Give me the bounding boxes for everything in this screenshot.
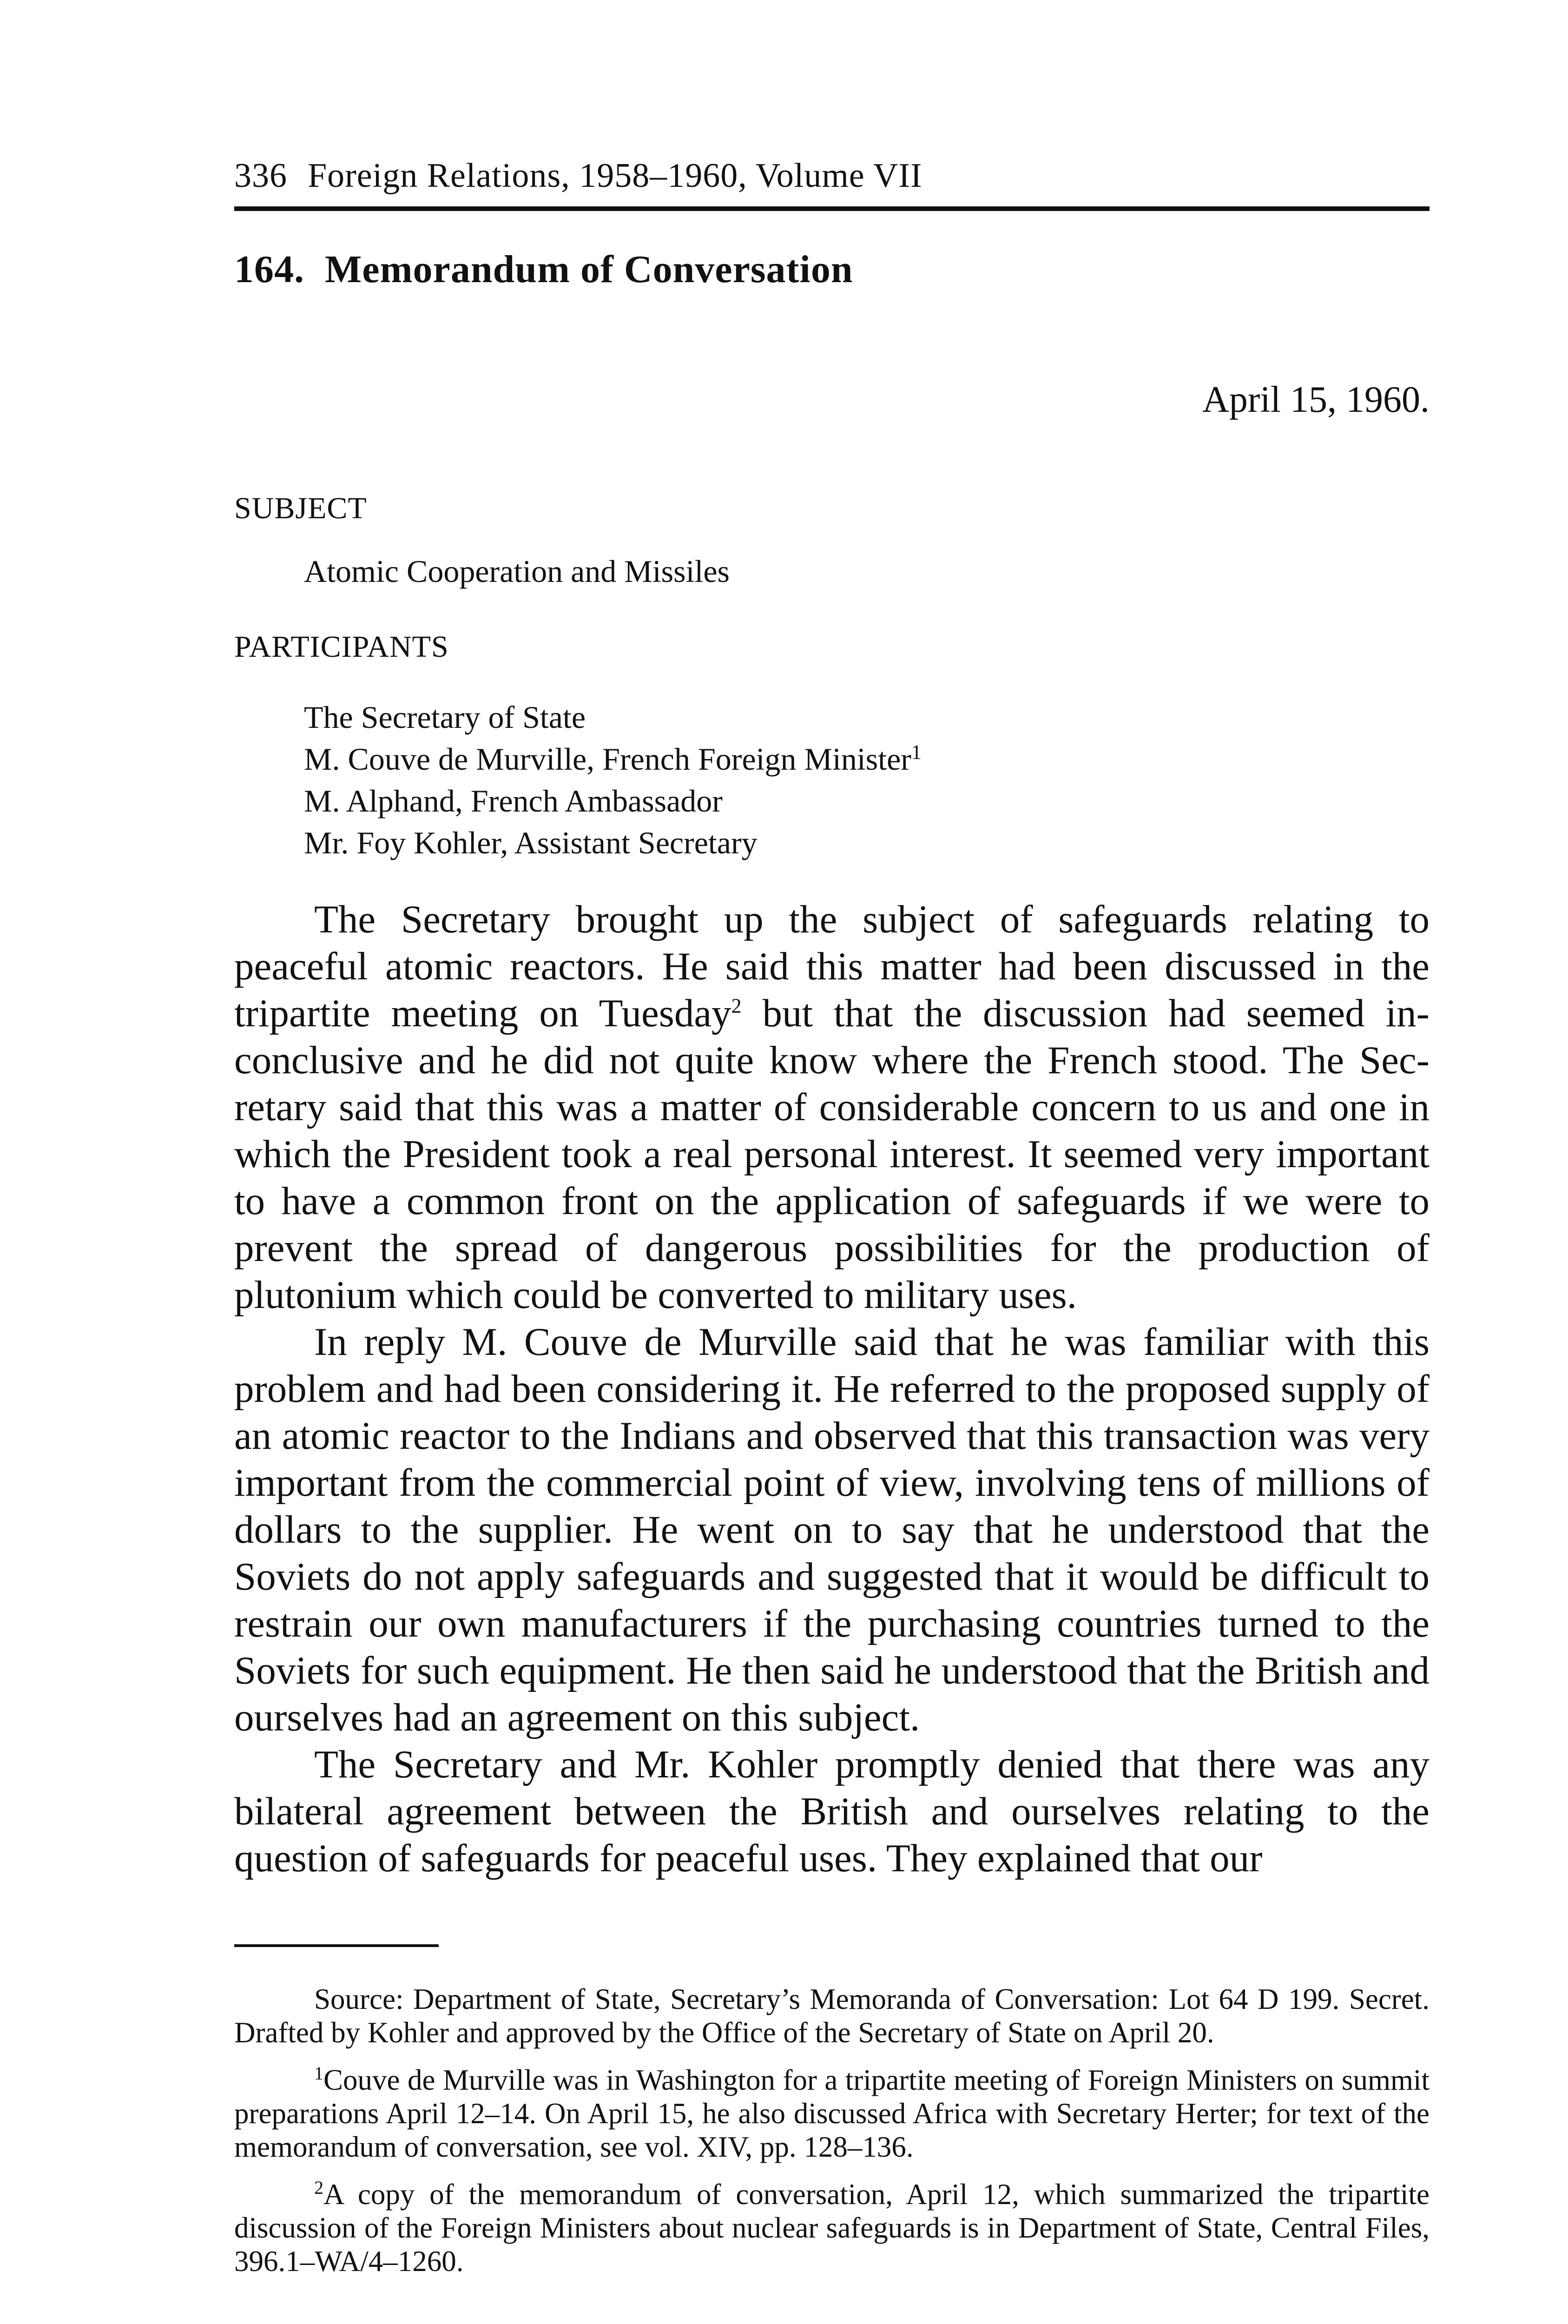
running-head xyxy=(234,153,1430,198)
participant-item xyxy=(304,696,1430,738)
footnote-rule xyxy=(234,1944,439,1947)
footnotes xyxy=(234,1982,1430,2278)
series-title: Foreign Relations, 1958–1960, Volume VII xyxy=(308,157,922,195)
footnote-ref-1: 1 xyxy=(911,740,922,764)
footnote-ref-2: 2 xyxy=(731,994,742,1017)
participant-name: The Secretary of State xyxy=(304,700,586,735)
footnote-mark: 1 xyxy=(314,2063,323,2084)
document-title: Memorandum of Conversation xyxy=(325,248,853,291)
document-heading xyxy=(234,246,1430,293)
footnote-text: Couve de Murville was in Washington for a tripartite meeting of Foreign Ministers on summit preparations April 12–14. On April 15, he also discussed Africa with Secretary Herter; for text of the memorandum of conversation, see vol. XIV, pp. 128–136. xyxy=(234,2064,1430,2163)
participant-item xyxy=(304,780,1430,822)
body-paragraph: The Secretary and Mr. Kohler promptly denied that there was any bilateral agreement between the British and ourselves relating to the question of safeguards for peaceful uses. They explained that our xyxy=(234,1743,1430,1880)
participant-name: M. Couve de Murville, French Foreign Minister xyxy=(304,741,911,777)
participant-item xyxy=(304,738,1430,780)
page-number: 336 xyxy=(234,157,287,195)
document-date: April 15, 1960. xyxy=(1202,379,1430,420)
participant-name: Mr. Foy Kohler, Assistant Secretary xyxy=(304,825,758,860)
memorandum-body xyxy=(234,896,1430,1882)
participant-item xyxy=(304,822,1430,864)
footnote-1 xyxy=(234,2063,1430,2164)
footnote-2 xyxy=(234,2178,1430,2278)
body-paragraph xyxy=(234,896,1430,1319)
paragraph-text: The Secretary brought up the subject of safeguards relating to peaceful atomic reactors. He said this matter had been discussed in the tripartite meeting on Tuesday xyxy=(234,898,1430,1035)
footnote-mark: 2 xyxy=(314,2177,323,2198)
subject-label: SUBJECT xyxy=(234,491,367,525)
header-rule xyxy=(234,206,1430,211)
paragraph-text: but that the discussion had seemed inconclusive and he did not quite know where the French stood. The Secretary said that this was a matter of considerable concern to us and one in which the President took a real personal interest. It seemed very important to have a common front on the application of safeguards if we were to prevent the spread of dangerous possibilities for the production of plutonium which could be converted to military uses. xyxy=(234,991,1430,1317)
participants-list xyxy=(304,696,1430,864)
document-number: 164. xyxy=(234,248,304,291)
document-page xyxy=(234,153,1430,2292)
participants-label: PARTICIPANTS xyxy=(234,630,449,664)
body-paragraph: In reply M. Couve de Murville said that he was familiar with this problem and had been considering it. He referred to the proposed supply of an atomic reactor to the Indians and observed that this transaction was very important from the commercial point of view, involving tens of millions of dollars to the supplier. He went on to say that he understood that the Soviets do not apply safeguards and suggested that it would be difficult to restrain our own manufacturers if the purchasing countries turned to the Soviets for such equipment. He then said he understood that the British and ourselves had an agreement on this subject. xyxy=(234,1320,1430,1739)
participant-name: M. Alphand, French Ambassador xyxy=(304,783,723,819)
source-note: Source: Department of State, Secretary’s Memoranda of Conversation: Lot 64 D 199. Secret. Drafted by Kohler and approved by the Office of the Secretary of State on April 20. xyxy=(234,1983,1430,2049)
footnote-text: A copy of the memorandum of conversation, April 12, which summarized the tripartite discussion of the Foreign Ministers about nuclear safeguards is in Department of State, Central Files, 396.1–WA/4–1260. xyxy=(234,2178,1430,2278)
subject-text: Atomic Cooperation and Missiles xyxy=(304,554,730,589)
